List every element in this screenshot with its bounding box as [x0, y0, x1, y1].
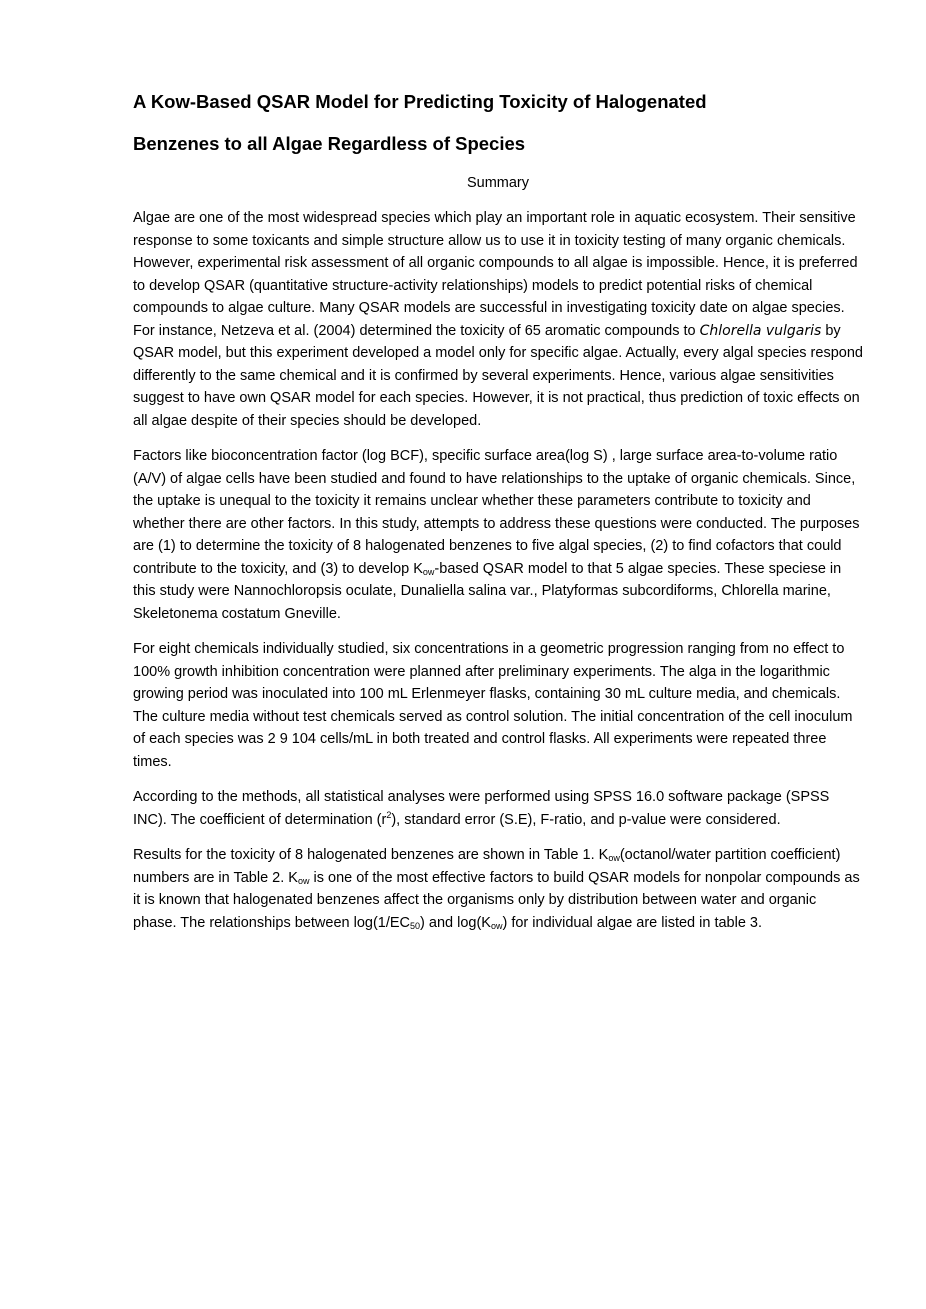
- paragraph-1-text-b: by QSAR model, but this experiment developed a model only for specific algae. Actually, every algal species respond differently to the same chemical and it is confirmed by several experiments. Hence, various algae sensitivities suggest to have own QSAR model for each species. However, it is not practical, thus prediction of toxic effects on all algae despite of their species should be developed.: [133, 322, 863, 429]
- paragraph-5-text-c: is one of the most effective factors to build QSAR models for nonpolar compounds as it is known that halogenated benzenes affect the organisms only by distribution between water and organic phase. The relationships between log(1/EC: [133, 869, 860, 931]
- paragraph-5-text-b: (octanol/water partition coefficient) numbers are in Table 2. K: [133, 847, 841, 886]
- document-title-line-2: Benzenes to all Algae Regardless of Species: [133, 133, 526, 154]
- subscript-ow-1: ow: [608, 853, 620, 863]
- paragraph-4-text-a: According to the methods, all statistical analyses were performed using SPSS 16.0 software package (SPSS INC). The coefficient of determination (r: [133, 789, 830, 828]
- paragraph-2-text-a: Factors like bioconcentration factor (log BCF), specific surface area(log S) , large surface area-to-volume ratio (A/V) of algae cells have been studied and found to have relationships to the uptake of organic chemicals. Since, the uptake is unequal to the toxicity it remains unclear whether these parameters contribute to toxicity and whether there are other factors. In this study, attempts to address these questions were conducted. The purposes are (1) to determine the toxicity of 8 halogenated benzenes to five algal species, (2) to find cofactors that could contribute to the toxicity, and (3) to develop K: [133, 448, 860, 577]
- paragraph-2-text-b: -based QSAR model to that 5 algae species. These speciese in this study were Nannochloropsis oculate, Dunaliella salina var., Platyformas subcordiforms, Chlorella marine, Skeletonema costatum Gneville.: [133, 560, 842, 622]
- paragraph-2: [133, 445, 863, 625]
- species-name-chlorella-vulgaris: Chlorella vulgaris: [699, 322, 822, 339]
- paragraph-4: [133, 786, 863, 831]
- paragraph-5-text-d: ) and log(K: [420, 914, 491, 931]
- superscript-2: 2: [386, 809, 392, 820]
- paragraph-1-text-a: Algae are one of the most widespread species which play an important role in aquatic ecosystem. Their sensitive response to some toxicants and simple structure allow us to use it in toxicity testing of many organic chemicals. However, experimental risk assessment of all organic compounds to all algae is impossible. Hence, it is preferred to develop QSAR (quantitative structure-activity relationships) models to predict potential risks of chemical compounds to algae culture. Many QSAR models are successful in investigating toxicity date on algae species. For instance, Netzeva et al. (2004) determined the toxicity of 65 aromatic compounds to: [133, 210, 858, 339]
- subscript-ow-3: ow: [490, 920, 503, 931]
- document-title-line-1: A Kow-Based QSAR Model for Predicting Toxicity of Halogenated: [133, 91, 707, 112]
- summary-heading: Summary: [466, 175, 530, 191]
- paragraph-1: [133, 207, 863, 432]
- document-page: [133, 88, 863, 934]
- paragraph-5-text-a: Results for the toxicity of 8 halogenated benzenes are shown in Table 1. K: [133, 847, 609, 863]
- subscript-ow: ow: [422, 566, 435, 577]
- paragraph-3: For eight chemicals individually studied, six concentrations in a geometric progression ranging from no effect to 100% growth inhibition concentration were planned after preliminary experiments. The alga in the logarithmic growing period was inoculated into 100 mL Erlenmeyer flasks, containing 30 mL culture media, and chemicals. The culture media without test chemicals served as control solution. The initial concentration of the cell inoculum of each species was 2 9 104 cells/mL in both treated and control flasks. All experiments were repeated three times.: [133, 641, 853, 770]
- subscript-50: 50: [410, 920, 421, 931]
- paragraph-4-text-b: ), standard error (S.E), F-ratio, and p-value were considered.: [391, 811, 781, 828]
- paragraph-5: [133, 844, 863, 934]
- subscript-ow-2: ow: [297, 875, 310, 886]
- paragraph-5-text-e: ) for individual algae are listed in table 3.: [502, 914, 763, 931]
